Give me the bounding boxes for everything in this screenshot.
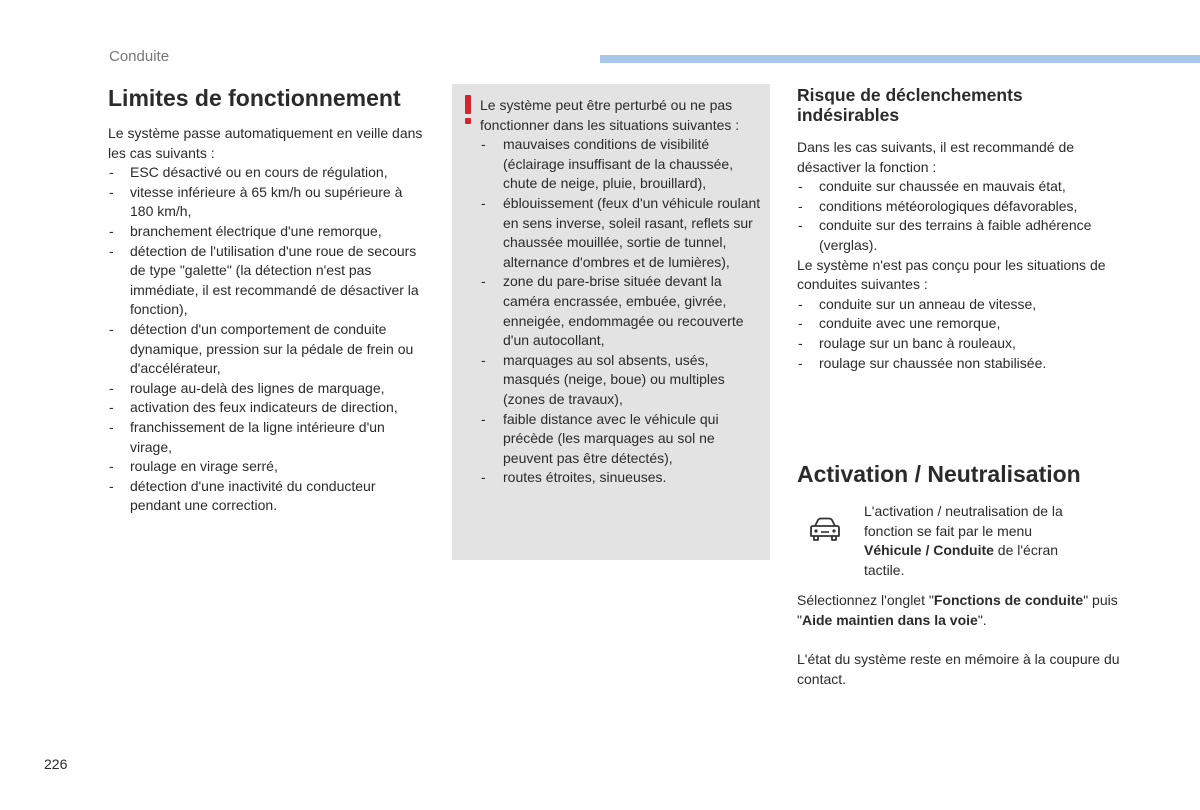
exclamation-icon (463, 95, 473, 125)
risque-section (797, 86, 1127, 373)
list-item: - activation des feux indicateurs de direction, (108, 398, 428, 418)
section-label: Conduite (109, 48, 170, 65)
list-item: - branchement électrique d'une remorque, (108, 222, 428, 242)
activation-title: Activation / Neutralisation (797, 461, 1081, 487)
tab-fonctions-conduite-label: Fonctions de conduite (933, 592, 1084, 608)
activation-row (797, 502, 1137, 582)
list-item: - marquages au sol absents, usés, masqués (neige, boue) ou multiples (zones de travaux), (480, 351, 765, 410)
activation-section (797, 460, 1137, 689)
list-item: - détection d'un comportement de conduite dynamique, pression sur la pédale de frein ou d'accélérateur, (108, 320, 428, 379)
list-item: - vitesse inférieure à 65 km/h ou supérieure à 180 km/h, (108, 183, 428, 222)
limites-list (108, 163, 428, 516)
list-item: - conduite sur chaussée en mauvais état, (797, 177, 1127, 197)
select-instruction (797, 591, 1137, 630)
warning-list (480, 135, 765, 488)
warning-box (452, 84, 770, 560)
list-item: - roulage en virage serré, (108, 457, 428, 477)
car-icon (807, 516, 843, 544)
list-item: - mauvaises conditions de visibilité (éclairage insuffisant de la chaussée, chute de neige, pluie, brouillard), (480, 135, 765, 194)
list-item: - conduite sur des terrains à faible adhérence (verglas). (797, 216, 1127, 255)
aide-maintien-label: Aide maintien dans la voie (801, 611, 978, 628)
select-prefix: Sélectionnez l'onglet " (797, 592, 934, 608)
list-item: - faible distance avec le véhicule qui précède (les marquages au sol ne peuvent pas être détectés), (480, 410, 765, 469)
page-number: 226 (44, 756, 68, 772)
list-item: - éblouissement (feux d'un véhicule roulant en sens inverse, soleil rasant, reflets sur chaussée mouillée, sortie de tunnel, alternance d'ombres et de lumières), (480, 194, 765, 272)
list-item: - roulage sur chaussée non stabilisée. (797, 354, 1127, 374)
risque-list (797, 177, 1127, 255)
list-item: - conduite avec une remorque, (797, 314, 1127, 334)
risque-list-2 (797, 295, 1127, 373)
menu-separator: / (921, 542, 934, 559)
risque-intro-2: Le système n'est pas conçu pour les situations de conduites suivantes : (797, 256, 1106, 293)
list-item: - roulage sur un banc à rouleaux, (797, 334, 1127, 354)
list-item: - franchissement de la ligne intérieure d'un virage, (108, 418, 428, 457)
activation-text-after: de l'écran tactile. (864, 542, 1059, 578)
limites-section (108, 84, 428, 516)
activation-text-before: L'activation / neutralisation de la fonction se fait par le menu (864, 503, 1063, 539)
list-item: - roulage au-delà des lignes de marquage, (108, 379, 428, 399)
header-bar (600, 55, 1200, 63)
activation-text (864, 502, 1079, 580)
list-item: - ESC désactivé ou en cours de régulation, (108, 163, 428, 183)
list-item: - détection de l'utilisation d'une roue de secours de type "galette" (la détection n'est pas immédiate, il est recommandé de désactiver la fonction), (108, 242, 428, 320)
warning-text (480, 96, 765, 488)
list-item: - routes étroites, sinueuses. (480, 468, 765, 488)
list-item: - conditions météorologiques défavorables, (797, 197, 1127, 217)
menu-conduite-label: Conduite (933, 542, 994, 559)
limites-intro: Le système passe automatiquement en veille dans les cas suivants : (108, 125, 423, 161)
list-item: - conduite sur un anneau de vitesse, (797, 295, 1127, 315)
select-mid: " puis " (797, 592, 1118, 628)
list-item: - détection d'une inactivité du conducteur pendant une correction. (108, 477, 428, 516)
risque-intro: Dans les cas suivants, il est recommandé de désactiver la fonction : (797, 139, 1075, 175)
risque-title: Risque de déclenchements indésirables (797, 85, 1023, 125)
warning-intro: Le système peut être perturbé ou ne pas fonctionner dans les situations suivantes : (480, 97, 740, 133)
menu-vehicule-label: Véhicule (864, 542, 922, 559)
select-suffix: ". (977, 611, 987, 628)
limites-title: Limites de fonctionnement (108, 85, 401, 111)
list-item: - zone du pare-brise située devant la caméra encrassée, embuée, givrée, enneigée, endommagée ou recouverte d'un autocollant, (480, 272, 765, 350)
memory-note: L'état du système reste en mémoire à la coupure du contact. (797, 651, 1120, 687)
